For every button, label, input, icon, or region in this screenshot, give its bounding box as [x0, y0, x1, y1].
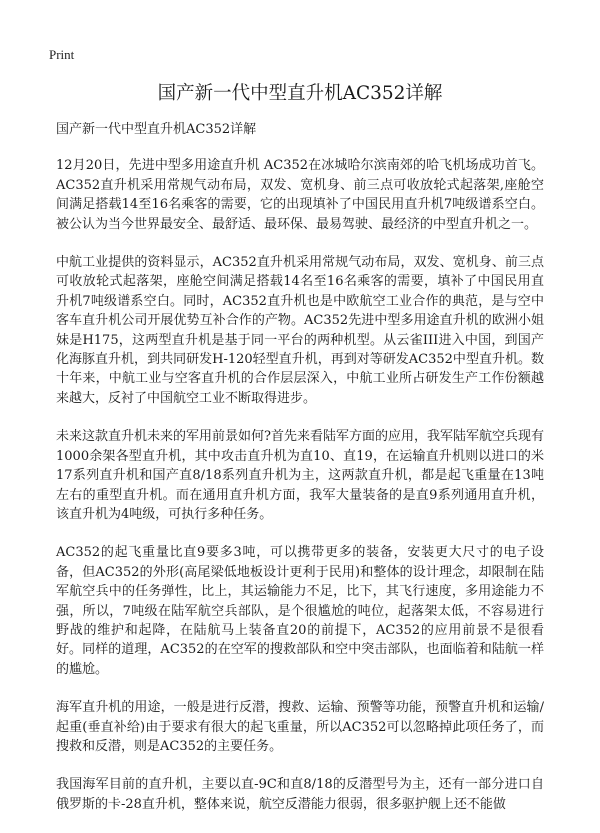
paragraph-3: 未来这款直升机未来的军用前景如何?首先来看陆军方面的应用，我军陆军航空兵现有1000余架各型直升机，其中攻击直升机为直10、直19，在运输直升机则以进口的米17系列直升机和国产直8/18系列直升机为主，这两款直升机，都是起飞重量在13吨左右的重型直升机。而在通用直升机方面，我军大量装备的是直9系列通用直升机，该直升机为4吨级，可执行多种任务。: [56, 429, 544, 522]
paragraph-5: 海军直升机的用途，一般是进行反潜，搜救、运输、预警等功能，预警直升机和运输/起重(垂直补给)由于要求有很大的起飞重量，所以AC352可以忽略掉此项任务了，而搜救和反潜，则是AC352的主要任务。: [56, 700, 544, 754]
paragraph-4: AC352的起飞重量比直9要多3吨，可以携带更多的装备，安装更大尺寸的电子设备，但AC352的外形(高尾梁低地板设计更利于民用)和整体的设计理念，却限制在陆军航空兵中的任务弹性，比上，其运输能力不足，比下，其飞行速度，多用途能力不强，所以，7吨级在陆军航空兵部队，是个很尴尬的吨位，起落架太低，不容易进行野战的维护和起降，在陆航马上装备直20的前提下，AC352的应用前景不是很看好。同样的道理，AC352的在空军的搜救部队和空中突击部队，也面临着和陆航一样的尴尬。: [56, 545, 544, 677]
print-link[interactable]: Print: [49, 47, 75, 62]
article-subtitle: 国产新一代中型直升机AC352详解: [56, 122, 257, 137]
paragraph-2: 中航工业提供的资料显示，AC352直升机采用常规气动布局，双发、宽机身、前三点可收放轮式起落架，座舱空间满足搭载14名至16名乘客的需要，填补了中国民用直升机7吨级谱系空白。同时，AC352直升机也是中欧航空工业合作的典范，是与空中客车直升机公司开展优势互补合作的产物。AC352先进中型多用途直升机的欧洲小姐妹是H175，这两型直升机是基于同一平台的两种机型。从云雀III进入中国，到国产化海豚直升机，到共同研发H-120轻型直升机，再到对等研发AC352中型直升机。数十年来，中航工业与空客直升机的合作层层深入，中航工业所占研发生产工作份额越来越大，反衬了中国航空工业不断取得进步。: [56, 255, 544, 406]
article-title: 国产新一代中型直升机AC352详解: [157, 83, 443, 104]
paragraph-6: 我国海军目前的直升机，主要以直-9C和直8/18的反潜型号为主，还有一部分进口自俄罗斯的卡-28直升机，整体来说，航空反潜能力很弱，很多驱护舰上还不能做: [56, 777, 544, 812]
article-body: [56, 120, 544, 833]
paragraph-1: 12月20日，先进中型多用途直升机 AC352在冰城哈尔滨南郊的哈飞机场成功首飞。AC352直升机采用常规气动布局，双发、宽机身、前三点可收放轮式起落架,座舱空间满足搭载14至16名乘客的需要，它的出现填补了中国民用直升机7吨级谱系空白。被公认为当今世界最安全、最舒适、最环保、最易驾驶、最经济的中型直升机之一。: [56, 158, 544, 232]
